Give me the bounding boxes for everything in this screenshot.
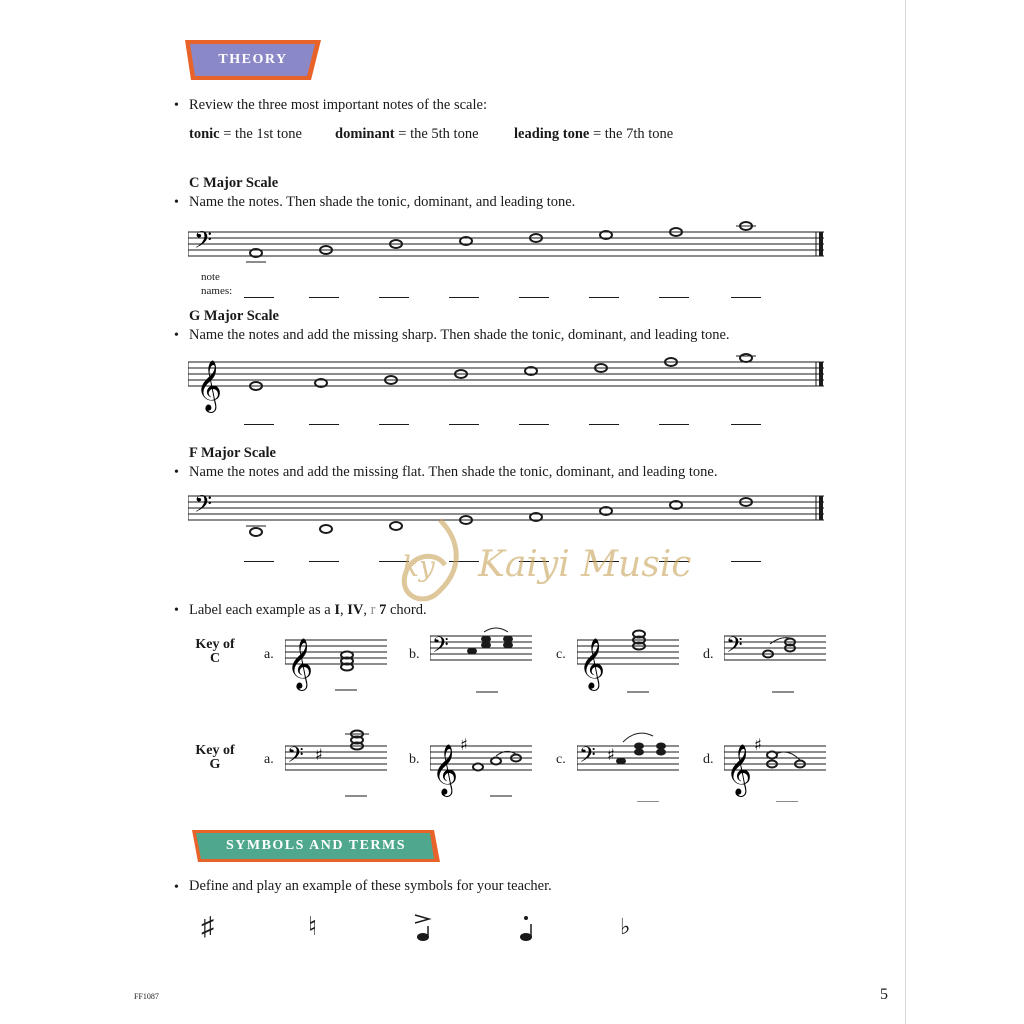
bullet: • xyxy=(174,880,179,895)
sharp-icon: ♯ xyxy=(754,735,762,754)
dominant-def: = the 5th tone xyxy=(398,126,479,142)
g-scale-instruction: Name the notes and add the missing sharp. Then shade the tonic, dominant, and leading tone. xyxy=(189,327,730,343)
chord-or: r xyxy=(370,602,376,618)
key-label-name: C xyxy=(209,651,221,666)
bass-clef-icon: 𝄢 xyxy=(194,490,213,523)
bass-clef-icon: 𝄢 xyxy=(579,743,596,773)
answer-blank[interactable] xyxy=(519,424,549,425)
watermark-logo-icon xyxy=(380,510,480,610)
watermark xyxy=(380,510,770,610)
flat-icon: ♭ xyxy=(620,914,631,939)
example-label-c: c. xyxy=(556,752,566,767)
c-scale-instruction: Name the notes. Then shade the tonic, dominant, and leading tone. xyxy=(189,194,576,210)
bass-clef-icon: 𝄢 xyxy=(726,633,743,663)
answer-blank[interactable] xyxy=(379,297,409,298)
leading-def: = the 7th tone xyxy=(592,126,674,142)
example-label-a: a. xyxy=(264,647,274,662)
sharp-icon: ♯ xyxy=(201,912,214,941)
answer-blank[interactable] xyxy=(244,424,274,425)
answer-blank[interactable] xyxy=(659,297,689,298)
bullet: • xyxy=(174,465,179,480)
svg-text:ky: ky xyxy=(402,550,435,583)
chord-i: I xyxy=(334,602,340,618)
chord-v7: 7 xyxy=(379,602,387,618)
answer-blank[interactable] xyxy=(589,297,619,298)
treble-clef-icon: 𝄞 xyxy=(196,360,223,411)
theory-intro: Review the three most important notes of the scale: xyxy=(189,97,487,113)
treble-clef-icon: 𝄞 xyxy=(726,744,753,795)
example-label-a: a. xyxy=(264,752,274,767)
key-of-g-label xyxy=(190,744,240,772)
theory-banner xyxy=(183,38,323,82)
answer-blank[interactable] xyxy=(309,561,339,562)
chord-c-c xyxy=(577,622,687,694)
c-scale-staff xyxy=(188,220,828,268)
footer-code: FF1087 xyxy=(134,992,159,1001)
dominant-term: dominant xyxy=(335,126,395,142)
answer-blank[interactable] xyxy=(731,297,761,298)
f-scale-title: F Major Scale xyxy=(189,445,276,461)
chord-instruction-end: chord. xyxy=(386,602,427,618)
bass-clef-icon: 𝄢 xyxy=(432,633,449,663)
g-scale-staff xyxy=(188,348,828,420)
tonic-definition xyxy=(189,126,302,143)
chord-iv: IV xyxy=(347,602,364,618)
page-edge xyxy=(905,0,906,1024)
staccato-note-icon xyxy=(515,912,539,946)
answer-blank[interactable] xyxy=(659,424,689,425)
key-of-c-label xyxy=(190,638,240,666)
symbols-title: SYMBOLS AND TERMS xyxy=(225,838,407,853)
note-label: note xyxy=(201,271,220,283)
chord-g-d xyxy=(724,726,834,802)
treble-clef-icon: 𝄞 xyxy=(287,638,314,689)
page-number: 5 xyxy=(880,986,888,1003)
sharp-icon: ♯ xyxy=(460,735,468,754)
symbols-instruction: Define and play an example of these symbols for your teacher. xyxy=(189,878,552,894)
sharp-icon: ♯ xyxy=(315,745,323,764)
bullet: • xyxy=(174,603,179,618)
bass-clef-icon: 𝄢 xyxy=(194,226,213,259)
dominant-definition xyxy=(335,126,479,143)
tonic-term: tonic xyxy=(189,126,220,142)
chord-c-b xyxy=(430,622,540,694)
sharp-icon: ♯ xyxy=(607,745,615,764)
key-label-line: Key of xyxy=(195,637,235,652)
answer-blank[interactable] xyxy=(379,424,409,425)
chord-instruction xyxy=(189,602,427,619)
answer-blank[interactable] xyxy=(309,297,339,298)
bullet: • xyxy=(174,328,179,343)
example-label-d: d. xyxy=(703,752,714,767)
chord-c-d xyxy=(724,622,834,694)
example-label-d: d. xyxy=(703,647,714,662)
answer-blank[interactable] xyxy=(449,424,479,425)
answer-blank[interactable] xyxy=(309,424,339,425)
chord-g-c xyxy=(577,726,687,802)
bass-clef-icon: 𝄢 xyxy=(287,743,304,773)
chord-g-a xyxy=(285,726,395,802)
example-label-b: b. xyxy=(409,647,420,662)
key-label-line: Key of xyxy=(195,743,235,758)
answer-blank[interactable] xyxy=(519,297,549,298)
answer-blank[interactable] xyxy=(731,424,761,425)
chord-sep: , xyxy=(363,602,371,618)
example-label-b: b. xyxy=(409,752,420,767)
tonic-def: = the 1st tone xyxy=(223,126,302,142)
bullet: • xyxy=(174,195,179,210)
treble-clef-icon: 𝄞 xyxy=(579,638,606,689)
answer-blank[interactable] xyxy=(449,297,479,298)
answer-blank[interactable] xyxy=(244,297,274,298)
symbols-banner xyxy=(190,828,442,864)
example-label-c: c. xyxy=(556,647,566,662)
chord-sep: , xyxy=(339,602,348,618)
accent-note-icon xyxy=(412,912,436,946)
f-scale-instruction: Name the notes and add the missing flat. Then shade the tonic, dominant, and leading tone. xyxy=(189,464,718,480)
leading-definition xyxy=(514,126,673,143)
chord-c-a xyxy=(285,622,395,694)
leading-term: leading tone xyxy=(514,126,590,142)
c-scale-title: C Major Scale xyxy=(189,175,279,191)
names-label: names: xyxy=(201,285,233,297)
theory-title: THEORY xyxy=(218,52,288,67)
treble-clef-icon: 𝄞 xyxy=(432,744,459,795)
answer-blank[interactable] xyxy=(589,424,619,425)
g-scale-title: G Major Scale xyxy=(189,308,279,324)
chord-g-b xyxy=(430,726,540,802)
watermark-text: Kaiyi Music xyxy=(478,544,692,585)
bullet: • xyxy=(174,98,179,113)
natural-icon: ♮ xyxy=(308,912,318,941)
key-label-name: G xyxy=(209,757,221,772)
chord-instruction-start: Label each example as a xyxy=(189,602,335,618)
answer-blank[interactable] xyxy=(244,561,274,562)
